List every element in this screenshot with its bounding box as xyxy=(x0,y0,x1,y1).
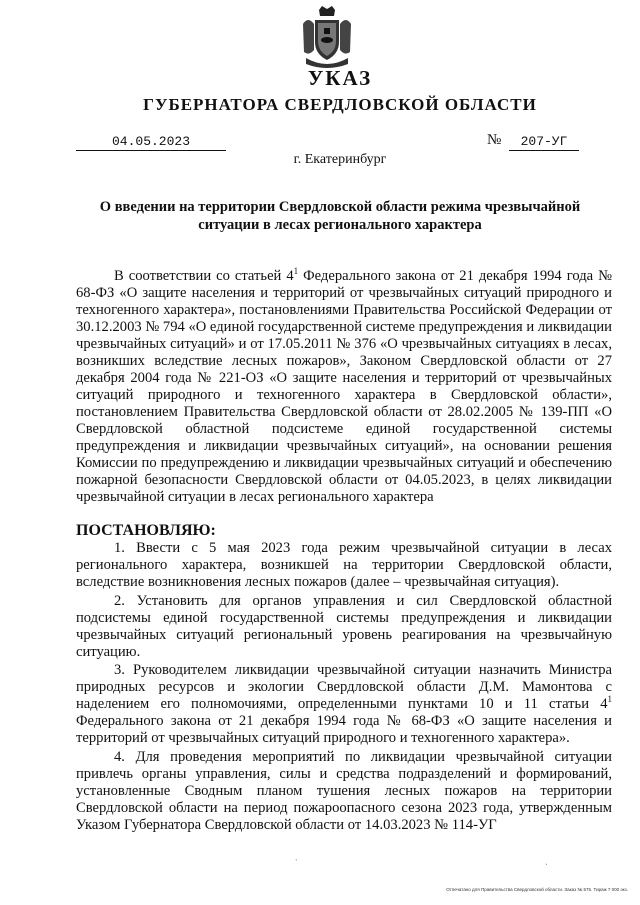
number-sign: № xyxy=(487,132,502,148)
print-footer: Отпечатано для Правительства Свердловской области. Заказ № 575. Тираж 7 000 экз. xyxy=(446,887,628,892)
item-2: 2. Установить для органов управления и сил Свердловской областной подсистемы единой государственной системы предупреждения и ликвидации чрезвычайных ситуаций региональный уровень реагирования на чрезвычайную ситуацию. xyxy=(76,592,612,660)
preamble-prefix: В соответствии со статьей 4 xyxy=(114,268,294,284)
document-heading: О введении на территории Свердловской области режима чрезвычайной ситуации в лесах регионального характера xyxy=(99,199,581,233)
decree-items xyxy=(76,540,612,835)
preamble-superscript: 1 xyxy=(293,266,299,277)
document-type-title: УКАЗ xyxy=(307,66,373,90)
coat-of-arms-icon xyxy=(300,6,354,70)
decree-word: ПОСТАНОВЛЯЮ: xyxy=(76,522,216,539)
item-3-rest: Федерального закона от 21 декабря 1994 года № 68-ФЗ «О защите населения и территорий от чрезвычайных ситуаций природного и техногенного характера». xyxy=(76,713,612,746)
document-number: 207-УГ xyxy=(509,134,579,151)
scan-mark: ˎ xyxy=(545,856,548,865)
scan-mark: ˋ xyxy=(295,858,298,867)
item-4: 4. Для проведения мероприятий по ликвидации чрезвычайной ситуации привлечь органы управления, силы и средства подразделений и формирований, установленные Сводным планом тушения лесных пожаров на территории Свердловской области на период пожароопасного сезона 2023 года, утвержденным Указом Губернатора Свердловской области от 14.03.2023 № 114-УГ xyxy=(76,748,612,833)
city: г. Екатеринбург xyxy=(293,152,387,167)
item-3-prefix: 3. Руководителем ликвидации чрезвычайной ситуации назначить Министра природных ресурсов и экологии Свердловской области Д.М. Мамонтова с наделением его полномочиями, определенными пунктами 10 и 11 статьи 4 xyxy=(76,662,612,712)
item-3-superscript: 1 xyxy=(607,694,612,705)
preamble-rest: Федерального закона от 21 декабря 1994 года № 68-ФЗ «О защите населения и территорий от чрезвычайных ситуаций природного и техногенного характера», постановлениями Правительства Российской Федерации от 30.12.2003 № 794 «О единой государственной системе предупреждения и ликвидации чрезвычайных ситуаций» и от 17.05.2011 № 376 «О чрезвычайных ситуациях в лесах, возникших вследствие лесных пожаров», Законом Свердловской области от 27 декабря 2004 года № 221-ОЗ «О защите населения и территорий от чрезвычайных ситуаций природного и техногенного характера в Свердловской области», постановлением Правительства Свердловской области от 28.02.2005 № 139-ПП «О Свердловской областной подсистеме единой государственной системы предупреждения и ликвидации чрезвычайных ситуаций», на основании решения Комиссии по предупреждению и ликвидации чрезвычайных ситуаций и обеспечению пожарной безопасности Свердловской области от 04.05.2023, в целях ликвидации чрезвычайной ситуации в лесах регионального характера xyxy=(76,268,612,505)
item-3 xyxy=(76,662,612,747)
preamble xyxy=(76,268,612,506)
document-date: 04.05.2023 xyxy=(76,134,226,151)
item-1: 1. Ввести с 5 мая 2023 года режим чрезвычайной ситуации в лесах регионального характера, возникшей на территории Свердловской области, вследствие возникновения лесных пожаров (далее – чрезвычайная ситуация). xyxy=(76,540,612,590)
issuer-title: ГУБЕРНАТОРА СВЕРДЛОВСКОЙ ОБЛАСТИ xyxy=(143,95,537,114)
preamble-paragraph xyxy=(76,268,612,506)
